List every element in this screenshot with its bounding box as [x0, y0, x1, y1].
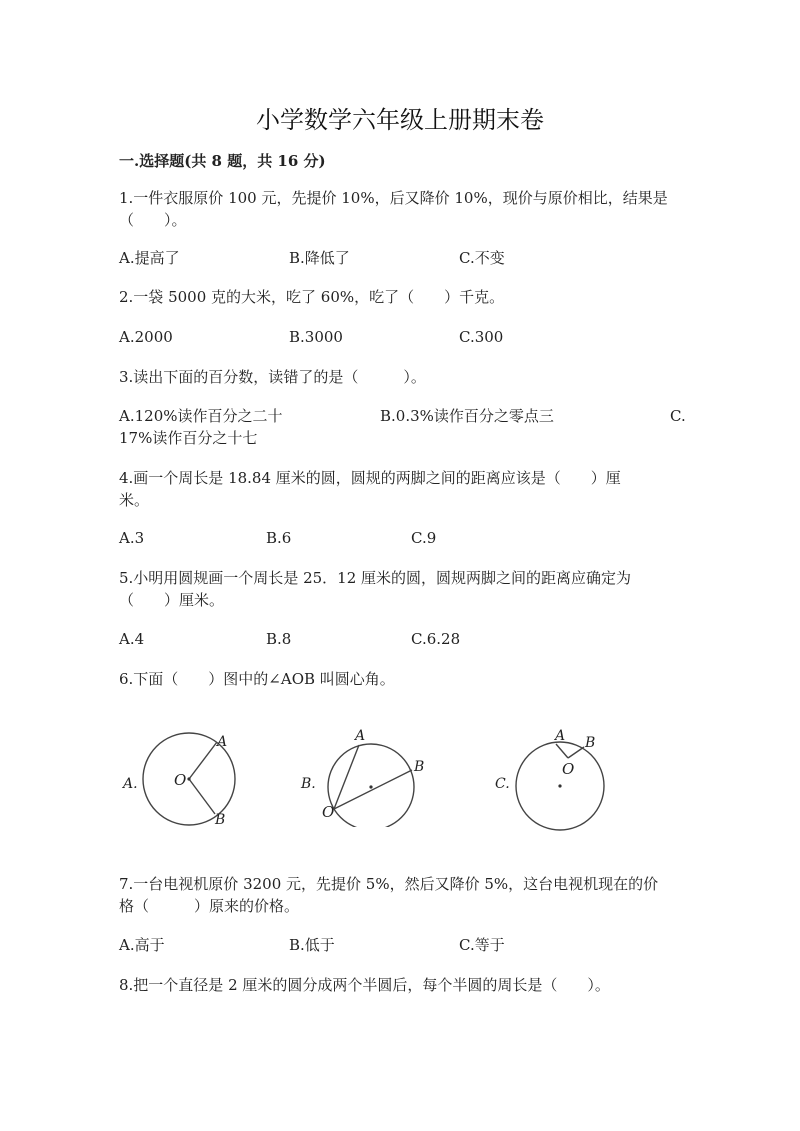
- question-1-line-2: （ ）。: [119, 211, 187, 229]
- question-5-line-1: 5.小明用圆规画一个周长是 25．12 厘米的圆，圆规两脚之间的距离应确定为: [119, 569, 632, 587]
- question-4-line-1: 4.画一个周长是 18.84 厘米的圆，圆规的两脚之间的距离应该是（ ）厘: [119, 469, 621, 487]
- figure-b-label-a: A: [355, 728, 366, 744]
- question-2-line-1: 2.一袋 5000 克的大米，吃了 60%，吃了（ ）千克。: [119, 288, 505, 306]
- figure-a-central-angle: [115, 722, 245, 827]
- figure-a-center-dot: [187, 777, 190, 780]
- figure-c-angle-not-at-center: [490, 722, 620, 832]
- question-1-option-a: A.提高了: [119, 249, 180, 267]
- figure-b-option-label: B.: [301, 776, 316, 792]
- question-4-option-c: C.9: [411, 529, 437, 547]
- question-3-option-b: B.0.3%读作百分之零点三: [380, 407, 554, 425]
- question-3-option-c: C.: [670, 407, 686, 425]
- figure-a-label-a: A: [217, 734, 228, 750]
- question-4-option-a: A.3: [119, 529, 145, 547]
- question-7-option-c: C.等于: [459, 936, 505, 954]
- question-4-line-2: 米。: [119, 491, 150, 509]
- figure-a-radius-ob: [189, 779, 215, 814]
- figure-b-label-b: B: [414, 759, 425, 775]
- question-5-option-a: A.4: [119, 630, 145, 648]
- question-5-line-2: （ ）厘米。: [119, 591, 225, 609]
- question-2-option-a: A.2000: [119, 328, 173, 346]
- section-heading: 一.选择题(共 8 题，共 16 分): [119, 152, 326, 170]
- question-3-option-a: A.120%读作百分之二十: [119, 407, 283, 425]
- figure-a-option-label: A.: [123, 776, 138, 792]
- question-6-line-1: 6.下面（ ）图中的∠AOB 叫圆心角。: [119, 670, 395, 688]
- question-7-option-b: B.低于: [289, 936, 335, 954]
- question-2-option-b: B.3000: [289, 328, 343, 346]
- figure-a-radius-oa: [189, 742, 217, 779]
- figure-b-chord-oa: [334, 745, 359, 809]
- question-1-option-c: C.不变: [459, 249, 505, 267]
- question-3-line-1: 3.读出下面的百分数，读错了的是（ ）。: [119, 368, 426, 386]
- figure-b-inscribed-angle: [296, 722, 436, 827]
- figure-a-label-b: B: [215, 812, 226, 827]
- question-1-line-1: 1.一件衣服原价 100 元，先提价 10%，后又降价 10%，现价与原价相比，结果是: [119, 189, 668, 207]
- figure-c-center-dot: [558, 784, 561, 787]
- figure-b-center-dot: [369, 785, 372, 788]
- question-7-line-2: 格（ ）原来的价格。: [119, 897, 300, 915]
- question-5-option-b: B.8: [266, 630, 292, 648]
- figure-c-segment-ob: [568, 747, 584, 758]
- question-5-option-c: C.6.28: [411, 630, 461, 648]
- question-7-option-a: A.高于: [119, 936, 165, 954]
- figure-c-segment-oa: [556, 744, 568, 758]
- question-1-option-b: B.降低了: [289, 249, 350, 267]
- page-title: 小学数学六年级上册期末卷: [256, 106, 544, 134]
- question-8-line-1: 8.把一个直径是 2 厘米的圆分成两个半圆后，每个半圆的周长是（ ）。: [119, 976, 610, 994]
- figure-c-label-b: B: [585, 735, 596, 751]
- question-7-line-1: 7.一台电视机原价 3200 元，先提价 5%，然后又降价 5%，这台电视机现在的价: [119, 875, 659, 893]
- figure-b-chord-ob: [334, 770, 412, 809]
- question-4-option-b: B.6: [266, 529, 292, 547]
- figure-b-label-o: O: [322, 803, 335, 821]
- figure-c-label-o: O: [562, 760, 575, 778]
- question-3-option-c-text: 17%读作百分之十七: [119, 429, 258, 447]
- figure-c-option-label: C.: [495, 776, 510, 792]
- figure-c-label-a: A: [555, 728, 566, 744]
- figure-a-label-o: O: [174, 771, 187, 789]
- question-2-option-c: C.300: [459, 328, 504, 346]
